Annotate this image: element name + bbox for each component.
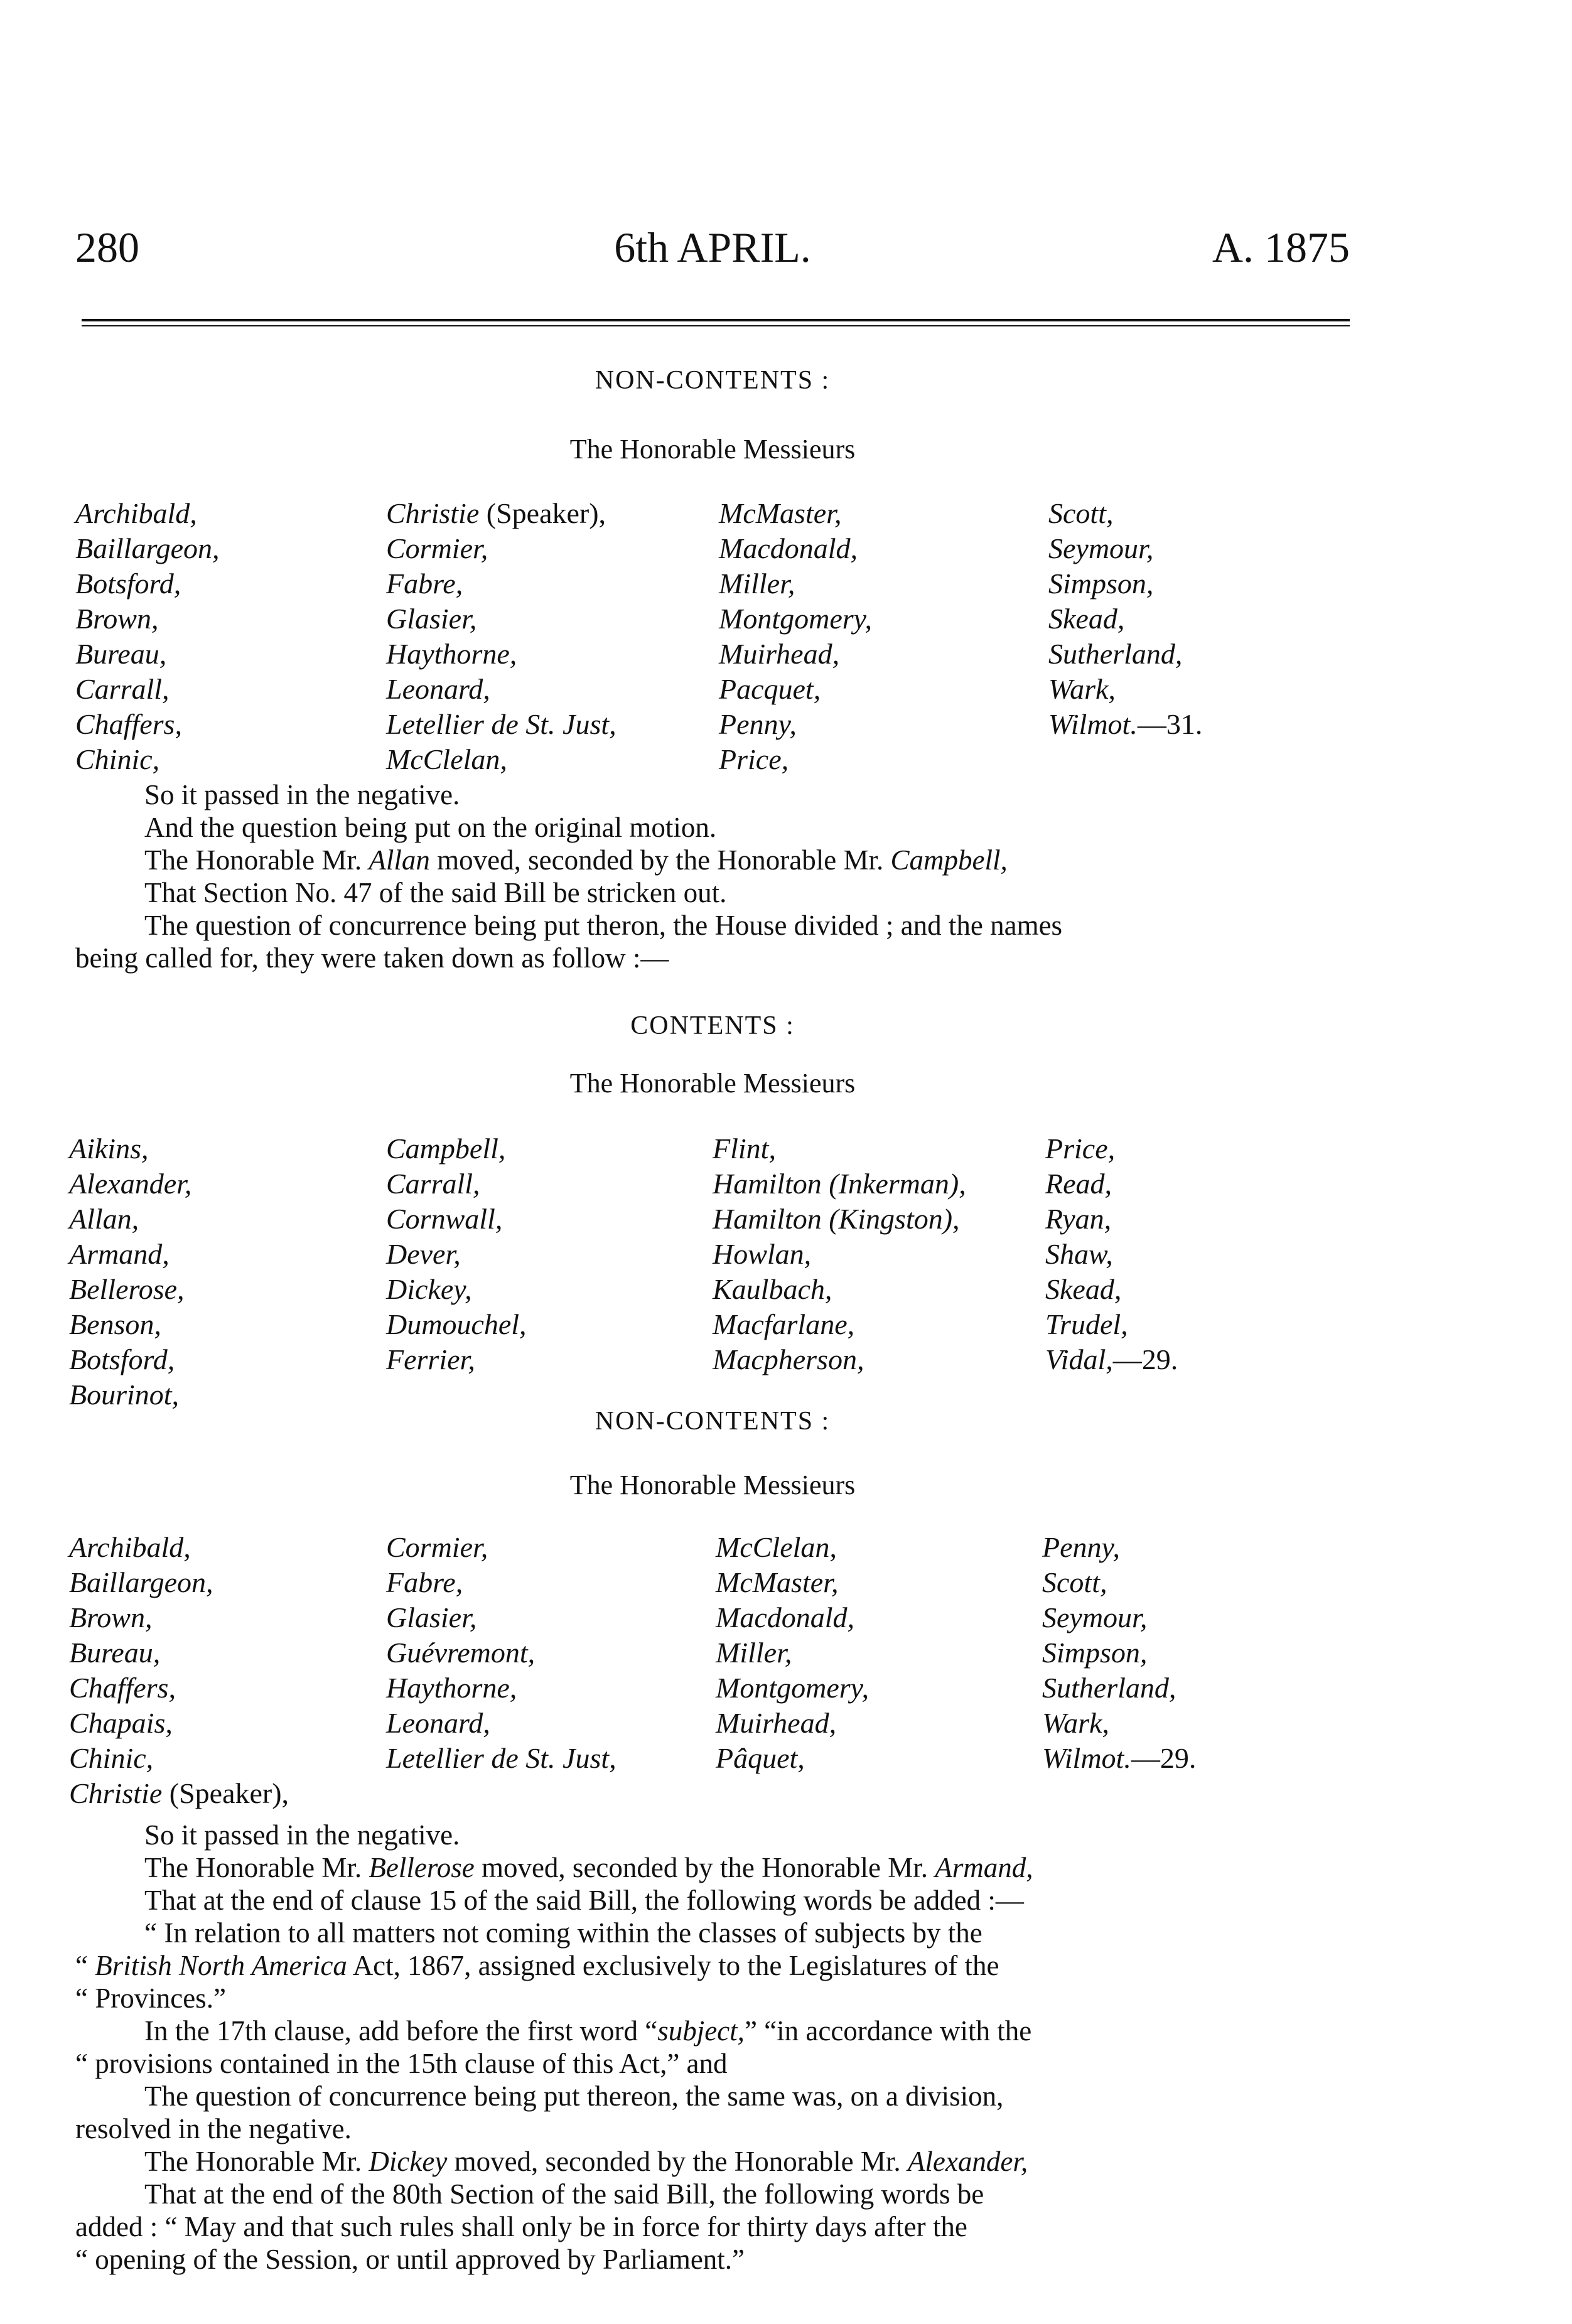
text-line: The Honorable Mr. Bellerose moved, seconded by the Honorable Mr. Armand, bbox=[144, 1852, 1033, 1883]
member-name: Seymour, bbox=[1042, 1601, 1148, 1633]
member-name: Brown, bbox=[75, 603, 159, 635]
member-name: Miller, bbox=[716, 1637, 792, 1669]
member-name: Carrall, bbox=[75, 673, 170, 705]
member-name: Pâquet, bbox=[716, 1742, 805, 1774]
member-name: Skead, bbox=[1045, 1273, 1122, 1305]
text-line: That Section No. 47 of the said Bill be stricken out. bbox=[144, 877, 727, 908]
member-name: McMaster, bbox=[719, 497, 842, 529]
member-name: Benson, bbox=[69, 1308, 161, 1340]
header-rule-thin bbox=[82, 325, 1350, 326]
paragraph-block-1 bbox=[75, 778, 1356, 974]
text-line: “ opening of the Session, or until approved by Parliament.” bbox=[75, 2244, 745, 2275]
member-name: Armand, bbox=[69, 1238, 170, 1270]
division1-col4 bbox=[1048, 496, 1202, 742]
text-line: In the 17th clause, add before the first word “subject,” “in accordance with the bbox=[144, 2015, 1032, 2047]
division2-col4 bbox=[1045, 1131, 1178, 1377]
member-name: Macpherson, bbox=[713, 1343, 864, 1375]
division3-col4 bbox=[1042, 1530, 1196, 1776]
member-name: Macdonald, bbox=[716, 1601, 855, 1633]
member-name: Price, bbox=[1045, 1132, 1116, 1165]
member-name: Glasier, bbox=[386, 603, 477, 635]
member-name: Penny, bbox=[719, 708, 797, 740]
member-name: Dickey, bbox=[386, 1273, 472, 1305]
text-line: That at the end of the 80th Section of the said Bill, the following words be bbox=[144, 2178, 984, 2210]
member-name: Read, bbox=[1045, 1168, 1112, 1200]
page-number: 280 bbox=[75, 223, 139, 271]
member-name: Guévremont, bbox=[386, 1637, 536, 1669]
member-name: Muirhead, bbox=[716, 1707, 837, 1739]
member-name: Campbell, bbox=[386, 1132, 506, 1165]
member-name: Chinic, bbox=[69, 1742, 154, 1774]
text-line: “ British North America Act, 1867, assigned exclusively to the Legislatures of the bbox=[75, 1950, 999, 1981]
member-name: Hamilton bbox=[713, 1168, 829, 1200]
member-name: Botsford, bbox=[75, 568, 181, 600]
member-name: Archibald, bbox=[69, 1531, 191, 1563]
page-year: A. 1875 bbox=[1212, 223, 1350, 271]
text-line: So it passed in the negative. bbox=[144, 779, 460, 810]
member-note: (Inkerman), bbox=[829, 1168, 966, 1200]
division3-col3 bbox=[716, 1530, 869, 1776]
text-line: That at the end of clause 15 of the said Bill, the following words be added :— bbox=[144, 1885, 1024, 1916]
page-header bbox=[75, 223, 1350, 292]
member-name: Ryan, bbox=[1045, 1203, 1112, 1235]
member-name: Scott, bbox=[1048, 497, 1114, 529]
member-name: Skead, bbox=[1048, 603, 1125, 635]
member-note: —31. bbox=[1137, 708, 1203, 740]
text-line: “ In relation to all matters not coming within the classes of subjects by the bbox=[144, 1917, 982, 1949]
member-name: Trudel, bbox=[1045, 1308, 1128, 1340]
member-name: Letellier de St. Just, bbox=[386, 708, 616, 740]
member-name: Leonard, bbox=[386, 1707, 490, 1739]
division2-col2 bbox=[386, 1131, 527, 1377]
member-name: Vidal, bbox=[1045, 1343, 1113, 1375]
member-name: Fabre, bbox=[386, 568, 463, 600]
member-name: Wark, bbox=[1048, 673, 1116, 705]
member-name: Kaulbach, bbox=[713, 1273, 832, 1305]
division2-subheading: The Honorable Messieurs bbox=[569, 1068, 856, 1099]
text-line: The question of concurrence being put thereon, the same was, on a division, bbox=[144, 2080, 1004, 2112]
paragraph-block-2 bbox=[75, 1819, 1356, 2276]
member-name: Flint, bbox=[713, 1132, 776, 1165]
member-name: Fabre, bbox=[386, 1566, 463, 1598]
member-name: Miller, bbox=[719, 568, 795, 600]
member-name: Scott, bbox=[1042, 1566, 1107, 1598]
division1-heading: NON-CONTENTS : bbox=[595, 366, 831, 395]
division3-col2 bbox=[386, 1530, 616, 1776]
division1-col2 bbox=[386, 496, 616, 777]
member-name: Botsford, bbox=[69, 1343, 175, 1375]
division1-subheading: The Honorable Messieurs bbox=[569, 434, 856, 465]
division2-col1 bbox=[69, 1131, 191, 1412]
member-name: Wilmot. bbox=[1048, 708, 1138, 740]
member-note: —29. bbox=[1112, 1343, 1178, 1375]
text-line: added : “ May and that such rules shall only be in force for thirty days after the bbox=[75, 2211, 967, 2242]
text-line: And the question being put on the original motion. bbox=[144, 812, 717, 843]
member-name: Alexander, bbox=[69, 1168, 192, 1200]
member-name: Haythorne, bbox=[386, 1672, 517, 1704]
member-name: Glasier, bbox=[386, 1601, 477, 1633]
header-rule bbox=[82, 319, 1350, 321]
member-name: Christie bbox=[69, 1777, 163, 1809]
member-name: Cornwall, bbox=[386, 1203, 503, 1235]
member-name: Leonard, bbox=[386, 673, 490, 705]
member-name: Brown, bbox=[69, 1601, 153, 1633]
member-name: McMaster, bbox=[716, 1566, 839, 1598]
member-name: Simpson, bbox=[1048, 568, 1154, 600]
member-name: Simpson, bbox=[1042, 1637, 1148, 1669]
member-name: Allan, bbox=[69, 1203, 139, 1235]
member-name: Pacquet, bbox=[719, 673, 821, 705]
member-name: Baillargeon, bbox=[75, 532, 220, 564]
member-name: Haythorne, bbox=[386, 638, 517, 670]
member-name: Baillargeon, bbox=[69, 1566, 213, 1598]
member-name: Penny, bbox=[1042, 1531, 1120, 1563]
member-name: Wark, bbox=[1042, 1707, 1109, 1739]
member-name: Dumouchel, bbox=[386, 1308, 527, 1340]
member-name: Cormier, bbox=[386, 1531, 488, 1563]
division2-heading: CONTENTS : bbox=[630, 1011, 795, 1040]
member-name: Wilmot. bbox=[1042, 1742, 1131, 1774]
text-line: being called for, they were taken down as follow :— bbox=[75, 942, 669, 974]
member-note: (Kingston), bbox=[829, 1203, 960, 1235]
member-name: McClelan, bbox=[386, 743, 507, 775]
member-name: Letellier de St. Just, bbox=[386, 1742, 616, 1774]
member-name: Shaw, bbox=[1045, 1238, 1113, 1270]
member-name: Montgomery, bbox=[716, 1672, 869, 1704]
member-note: (Speaker), bbox=[162, 1777, 289, 1809]
member-name: Carrall, bbox=[386, 1168, 480, 1200]
member-name: Dever, bbox=[386, 1238, 461, 1270]
member-name: Chinic, bbox=[75, 743, 160, 775]
member-name: Bureau, bbox=[69, 1637, 161, 1669]
member-name: Muirhead, bbox=[719, 638, 840, 670]
member-name: Sutherland, bbox=[1042, 1672, 1176, 1704]
member-name: Bourinot, bbox=[69, 1379, 180, 1411]
member-name: Montgomery, bbox=[719, 603, 873, 635]
member-name: Macdonald, bbox=[719, 532, 858, 564]
text-line: The Honorable Mr. Allan moved, seconded by the Honorable Mr. Campbell, bbox=[144, 844, 1008, 876]
division2-col3 bbox=[713, 1131, 966, 1377]
member-name: McClelan, bbox=[716, 1531, 837, 1563]
division1-col1 bbox=[75, 496, 220, 777]
member-name: Aikins, bbox=[69, 1132, 149, 1165]
member-name: Sutherland, bbox=[1048, 638, 1183, 670]
member-name: Archibald, bbox=[75, 497, 197, 529]
division3-heading: NON-CONTENTS : bbox=[595, 1407, 831, 1436]
text-line: The question of concurrence being put theron, the House divided ; and the names bbox=[144, 910, 1063, 941]
member-name: Price, bbox=[719, 743, 789, 775]
member-name: Bellerose, bbox=[69, 1273, 185, 1305]
member-name: Cormier, bbox=[386, 532, 488, 564]
page-date: 6th APRIL. bbox=[614, 223, 811, 271]
text-line: resolved in the negative. bbox=[75, 2113, 352, 2144]
member-name: Seymour, bbox=[1048, 532, 1154, 564]
division3-subheading: The Honorable Messieurs bbox=[569, 1470, 856, 1500]
member-note: (Speaker), bbox=[479, 497, 606, 529]
member-name: Howlan, bbox=[713, 1238, 812, 1270]
text-line: “ Provinces.” bbox=[75, 1982, 226, 2014]
division3-col1 bbox=[69, 1530, 289, 1811]
text-line: So it passed in the negative. bbox=[144, 1819, 460, 1851]
member-name: Christie bbox=[386, 497, 480, 529]
member-name: Hamilton bbox=[713, 1203, 829, 1235]
text-line: “ provisions contained in the 15th clause of this Act,” and bbox=[75, 2048, 728, 2079]
member-name: Macfarlane, bbox=[713, 1308, 855, 1340]
member-note: —29. bbox=[1131, 1742, 1197, 1774]
member-name: Bureau, bbox=[75, 638, 167, 670]
member-name: Ferrier, bbox=[386, 1343, 475, 1375]
member-name: Chaffers, bbox=[75, 708, 182, 740]
division1-col3 bbox=[719, 496, 872, 777]
member-name: Chaffers, bbox=[69, 1672, 176, 1704]
member-name: Chapais, bbox=[69, 1707, 173, 1739]
text-line: The Honorable Mr. Dickey moved, seconded by the Honorable Mr. Alexander, bbox=[144, 2146, 1028, 2177]
